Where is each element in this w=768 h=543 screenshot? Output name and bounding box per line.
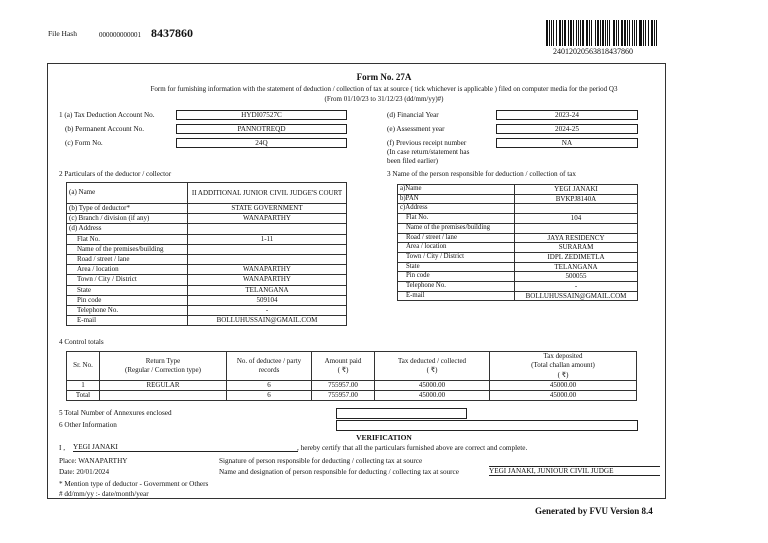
deductor-row-label: (b) Type of deductor* — [67, 204, 188, 214]
barcode-bar — [609, 20, 610, 46]
responsible-row — [398, 282, 638, 292]
prev-receipt-label-2: (In case return/statement has — [387, 148, 470, 156]
barcode-bar — [553, 20, 554, 46]
responsible-row — [398, 262, 638, 272]
control-totals-table — [66, 351, 637, 401]
deductor-row — [67, 306, 347, 316]
annexures-label: 5 Total Number of Annexures enclosed — [59, 409, 172, 417]
responsible-row-label: Flat No. — [398, 214, 515, 224]
barcode-bar — [589, 20, 590, 46]
deductor-row — [67, 255, 347, 265]
deductor-row — [67, 275, 347, 285]
tan-field: HYDI07527C — [176, 110, 347, 120]
barcode-bar — [549, 20, 550, 46]
responsible-row-label: Name of the premises/building — [398, 223, 515, 233]
annexures-field — [336, 408, 467, 419]
deductor-heading: 2 Particulars of the deductor / collector — [59, 170, 172, 178]
deductor-row-value: II ADDITIONAL JUNIOR CIVIL JUDGE'S COURT — [188, 183, 347, 204]
barcode-bar — [568, 20, 569, 46]
generated-by: Generated by FVU Version 8.4 — [535, 506, 653, 516]
barcode-bar — [651, 20, 653, 46]
tax-deducted-cell: 45000.00 — [375, 391, 490, 401]
deductor-row-value: TELANGANA — [188, 285, 347, 295]
ay-field: 2024-25 — [496, 124, 638, 134]
barcode-bar — [602, 20, 604, 46]
deductor-row-label: E-mail — [67, 316, 188, 326]
responsible-table — [397, 184, 638, 301]
fy-label: (d) Financial Year — [387, 111, 439, 119]
responsible-row-label: Road / street / lane — [398, 233, 515, 243]
barcode-bar — [564, 20, 566, 46]
control-totals-row — [67, 381, 637, 391]
amount-paid-cell: 755957.00 — [312, 381, 375, 391]
responsible-row-value — [515, 223, 638, 233]
barcode-bar — [591, 20, 592, 46]
deductor-row-value: 509104 — [188, 295, 347, 305]
deductor-row-label: (a) Name — [67, 183, 188, 204]
barcode-bar — [576, 20, 577, 46]
barcode-bar — [551, 20, 552, 46]
designation-label: Name and designation of person responsible for deducting / collecting tax at source — [219, 468, 459, 476]
deductor-row — [67, 183, 347, 204]
sr-no-cell: Total — [67, 391, 100, 401]
responsible-row — [398, 233, 638, 243]
responsible-row-value: YEGI JANAKI — [515, 185, 638, 195]
responsible-row — [398, 252, 638, 262]
return-type-cell — [100, 391, 227, 401]
col-records: No. of deductee / party records — [227, 352, 312, 381]
responsible-row — [398, 214, 638, 224]
pan-field: PANNOTREQD — [176, 124, 347, 134]
file-hash-value: 8437860 — [151, 26, 193, 40]
barcode-bar — [559, 20, 561, 46]
deductor-row — [67, 204, 347, 214]
tan-label: 1 (a) Tax Deduction Account No. — [59, 111, 155, 119]
barcode-bar — [645, 20, 646, 46]
deductor-row — [67, 244, 347, 254]
verification-name: YEGI JANAKI — [73, 443, 298, 452]
barcode-bar — [546, 20, 548, 46]
verification-i: I , — [59, 444, 65, 452]
verification-title: VERIFICATION — [356, 433, 412, 442]
form-period: (From 01/10/23 to 31/12/23 (dd/mm/yy)#) — [324, 95, 444, 103]
responsible-row-value: IDPL ZEDIMETLA — [515, 252, 638, 262]
note-date-format: # dd/mm/yy :- date/month/year — [59, 490, 149, 498]
form-no-label: (c) Form No. — [65, 139, 103, 147]
barcode-bar — [648, 20, 649, 46]
deductor-row-value: 1-11 — [188, 234, 347, 244]
barcode-bar — [600, 20, 601, 46]
barcode-bar — [627, 20, 628, 46]
responsible-row — [398, 194, 638, 204]
deductor-row — [67, 316, 347, 326]
deductor-row — [67, 224, 347, 234]
barcode-bar — [639, 20, 642, 46]
barcode-bar — [634, 20, 635, 46]
responsible-row-value: 500055 — [515, 272, 638, 282]
deductor-row-label: (d) Address — [67, 224, 188, 234]
deductor-row — [67, 285, 347, 295]
responsible-row — [398, 243, 638, 253]
barcode-bar — [629, 20, 630, 46]
barcode-bar — [597, 20, 599, 46]
barcode-bar — [556, 20, 557, 46]
responsible-row — [398, 204, 638, 214]
form-subtitle: Form for furnishing information with the statement of deduction / collection of tax at source ( tick whichever is applicable ) filed on computer media for the period Q3 — [150, 85, 618, 93]
barcode-bar — [570, 20, 572, 46]
barcode-bar — [582, 20, 584, 46]
prev-receipt-label-3: been filed earlier) — [387, 157, 439, 165]
deductor-row — [67, 234, 347, 244]
responsible-row-label: Pin code — [398, 272, 515, 282]
return-type-cell: REGULAR — [100, 381, 227, 391]
barcode-bar — [618, 20, 619, 46]
col-amount-paid: Amount paid ( ₹) — [312, 352, 375, 381]
sr-no-cell: 1 — [67, 381, 100, 391]
col-tax-deposited: Tax deposited (Total challan amount) ( ₹) — [490, 352, 637, 381]
ay-label: (e) Assessment year — [387, 125, 445, 133]
deductor-row-value: STATE GOVERNMENT — [188, 204, 347, 214]
file-hash-label: File Hash — [48, 29, 77, 38]
responsible-heading: 3 Name of the person responsible for deduction / collection of tax — [387, 170, 577, 178]
pan-label: (b) Permanent Account No. — [65, 125, 145, 133]
deductor-row — [67, 214, 347, 224]
barcode-bar — [624, 20, 626, 46]
form-no-field: 24Q — [176, 138, 347, 148]
col-sr-no: Sr. No. — [67, 352, 100, 381]
tax-deposited-cell: 45000.00 — [490, 381, 637, 391]
barcode-bar — [562, 20, 563, 46]
deductor-row-value: - — [188, 306, 347, 316]
barcode-bar — [580, 20, 581, 46]
deductor-row-label: (c) Branch / division (if any) — [67, 214, 188, 224]
barcode-image — [546, 20, 658, 46]
deductor-row-value — [188, 224, 347, 234]
deductor-row-value: WANAPARTHY — [188, 265, 347, 275]
responsible-row-value: JAYA RESIDENCY — [515, 233, 638, 243]
responsible-row — [398, 185, 638, 195]
barcode-number: 24012020563818437860 — [553, 47, 633, 56]
deductor-row-value — [188, 244, 347, 254]
deductor-row-label: Name of the premises/building — [67, 244, 188, 254]
deductor-row-value: WANAPARTHY — [188, 275, 347, 285]
control-totals-heading: 4 Control totals — [59, 338, 104, 346]
responsible-row-label: E-mail — [398, 291, 515, 301]
deductor-row-label: State — [67, 285, 188, 295]
responsible-row-label: Area / location — [398, 243, 515, 253]
deductor-row-label: Flat No. — [67, 234, 188, 244]
barcode-bar — [607, 20, 608, 46]
form-title: Form No. 27A — [356, 72, 412, 82]
responsible-row-value: - — [515, 282, 638, 292]
deductor-row-label: Town / City / District — [67, 275, 188, 285]
records-cell: 6 — [227, 381, 312, 391]
fy-field: 2023-24 — [496, 110, 638, 120]
designation-value: YEGI JANAKI, JUNIOUR CIVIL JUDGE — [489, 467, 660, 476]
barcode-bar — [573, 20, 574, 46]
col-tax-deducted: Tax deducted / collected ( ₹) — [375, 352, 490, 381]
file-hash-prefix: 000000000001 — [99, 31, 141, 39]
place: Place: WANAPARTHY — [59, 457, 128, 465]
deductor-row-label: Pin code — [67, 295, 188, 305]
barcode-bar — [636, 20, 637, 46]
responsible-row-label: b)PAN — [398, 194, 515, 204]
deductor-row-value: BOLLUHUSSAIN@GMAIL.COM — [188, 316, 347, 326]
deductor-row-label: Area / location — [67, 265, 188, 275]
barcode-bar — [643, 20, 644, 46]
deductor-row-label: Road / street / lane — [67, 255, 188, 265]
prev-receipt-field: NA — [496, 138, 638, 148]
barcode-bar — [586, 20, 588, 46]
responsible-row-label: State — [398, 262, 515, 272]
responsible-row — [398, 272, 638, 282]
barcode-bar — [632, 20, 633, 46]
other-info-label: 6 Other Information — [59, 421, 117, 429]
responsible-row — [398, 291, 638, 301]
deductor-row-value: WANAPARTHY — [188, 214, 347, 224]
deductor-row-value — [188, 255, 347, 265]
responsible-row-label: a)Name — [398, 185, 515, 195]
responsible-row-value: BVKPJ8140A — [515, 194, 638, 204]
barcode-bar — [605, 20, 606, 46]
note-deductor-type: * Mention type of deductor - Government or Others — [59, 480, 209, 488]
col-return-type: Return Type (Regular / Correction type) — [100, 352, 227, 381]
records-cell: 6 — [227, 391, 312, 401]
prev-receipt-label: (f) Previous receipt number — [387, 139, 467, 147]
responsible-row-value: TELANGANA — [515, 262, 638, 272]
verification-certify: , hereby certify that all the particulars furnished above are correct and complete. — [297, 444, 528, 452]
deductor-row-label: Telephone No. — [67, 306, 188, 316]
barcode-bar — [656, 20, 657, 46]
responsible-row — [398, 223, 638, 233]
responsible-row-value: SURARAM — [515, 243, 638, 253]
deductor-row — [67, 265, 347, 275]
amount-paid-cell: 755957.00 — [312, 391, 375, 401]
tax-deducted-cell: 45000.00 — [375, 381, 490, 391]
tax-deposited-cell: 45000.00 — [490, 391, 637, 401]
date: Date: 20/01/2024 — [59, 468, 110, 476]
responsible-row-label: c)Address — [398, 204, 515, 214]
other-info-field — [336, 420, 638, 431]
signature-label: Signature of person responsible for deducting / collecting tax at source — [219, 457, 423, 465]
responsible-row-value: 104 — [515, 214, 638, 224]
control-totals-row — [67, 391, 637, 401]
deductor-row — [67, 295, 347, 305]
responsible-row-label: Town / City / District — [398, 252, 515, 262]
responsible-row-value: BOLLUHUSSAIN@GMAIL.COM — [515, 291, 638, 301]
barcode-bar — [616, 20, 617, 46]
barcode-bar — [621, 20, 623, 46]
responsible-row-label: Telephone No. — [398, 282, 515, 292]
barcode-bar — [595, 20, 596, 46]
deductor-table — [66, 182, 347, 326]
signature-line — [489, 457, 660, 467]
barcode-bar — [654, 20, 655, 46]
barcode-bar — [578, 20, 579, 46]
responsible-row-value — [515, 204, 638, 214]
barcode-bar — [613, 20, 615, 46]
